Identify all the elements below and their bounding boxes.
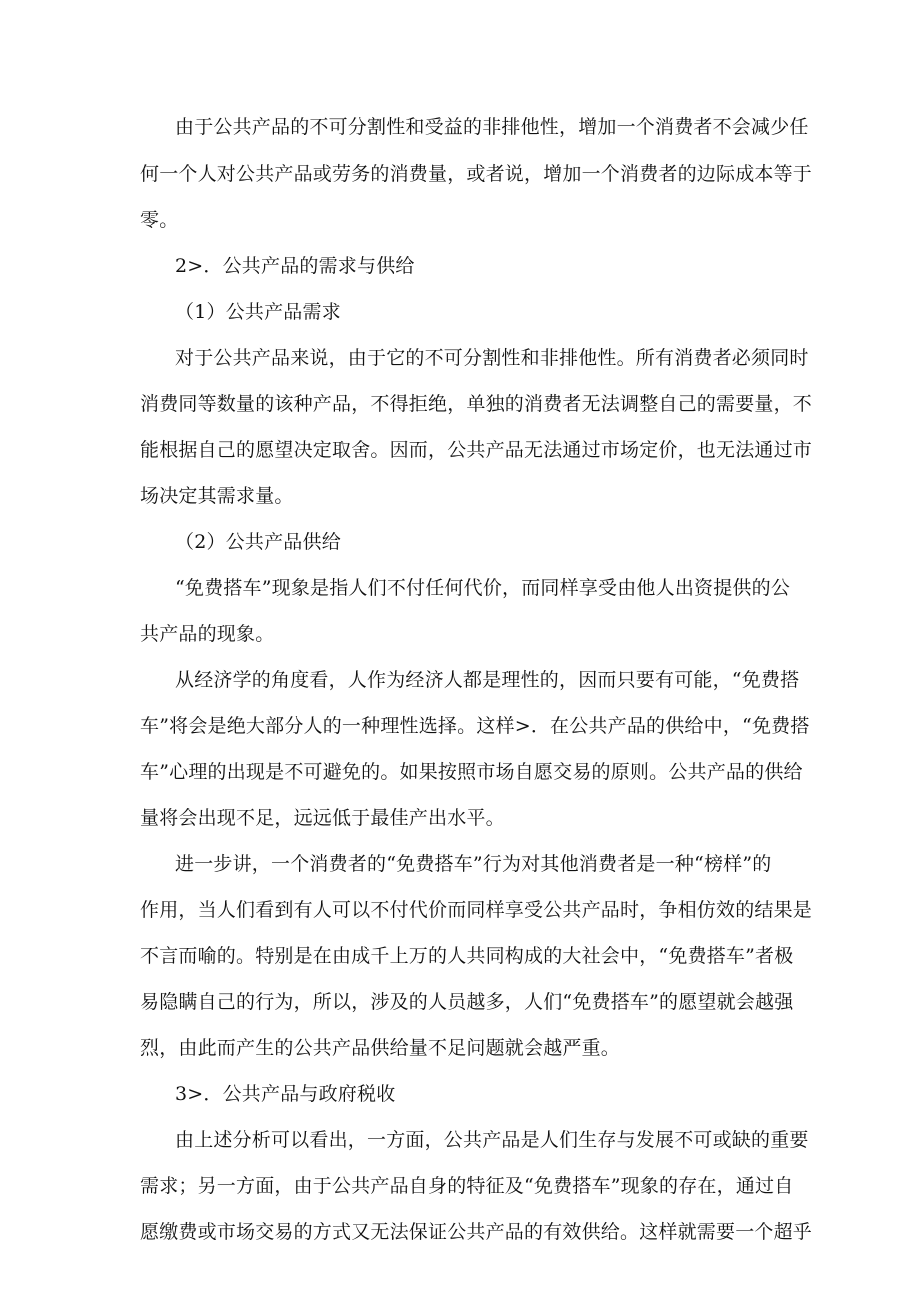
- subsection-heading-text: （2）公共产品供给: [175, 531, 341, 553]
- text-line: [0, 436, 920, 464]
- text-line: [0, 344, 920, 372]
- section-heading: [0, 1080, 920, 1108]
- paragraph-text: 能根据自己的愿望决定取舍。因而，公共产品无法通过市场定价，也无法通过市: [140, 439, 813, 461]
- text-line: [0, 620, 920, 648]
- text-line: [0, 1034, 920, 1062]
- text-line: [0, 666, 920, 694]
- text-line: [0, 206, 920, 234]
- text-line: [0, 482, 920, 510]
- paragraph-text: 由上述分析可以看出，一方面，公共产品是人们生存与发展不可或缺的重要: [175, 1129, 809, 1151]
- paragraph-text: 对于公共产品来说，由于它的不可分割性和非排他性。所有消费者必须同时: [175, 347, 809, 369]
- text-line: [0, 1126, 920, 1154]
- text-line: [0, 712, 920, 740]
- subsection-heading-text: （1）公共产品需求: [175, 301, 341, 323]
- paragraph-text: 何一个人对公共产品或劳务的消费量，或者说，增加一个消费者的边际成本等于: [140, 163, 813, 185]
- paragraph-text: 作用，当人们看到有人可以不付代价而同样享受公共产品时，争相仿效的结果是: [140, 899, 813, 921]
- paragraph-text: 共产品的现象。: [140, 623, 275, 645]
- text-line: [0, 758, 920, 786]
- text-line: [0, 574, 920, 602]
- paragraph-text: 场决定其需求量。: [140, 485, 294, 507]
- paragraph-text: 车”心理的出现是不可避免的。如果按照市场自愿交易的原则。公共产品的供给: [140, 761, 803, 783]
- text-line: [0, 804, 920, 832]
- paragraph-text: 零。: [140, 209, 179, 231]
- paragraph-text: 烈，由此而产生的公共产品供给量不足问题就会越严重。: [140, 1037, 621, 1059]
- text-line: [0, 988, 920, 1016]
- paragraph-text: 消费同等数量的该种产品，不得拒绝，单独的消费者无法调整自己的需要量，不: [140, 393, 813, 415]
- paragraph-text: “免费搭车”现象是指人们不付任何代价，而同样享受由他人出资提供的公: [175, 577, 791, 599]
- section-heading-text: 3>．公共产品与政府税收: [175, 1083, 396, 1105]
- section-heading: [0, 252, 920, 280]
- paragraph-text: 需求；另一方面，由于公共产品自身的特征及“免费搭车”现象的存在，通过自: [140, 1175, 794, 1197]
- text-line: [0, 942, 920, 970]
- text-line: [0, 113, 920, 141]
- paragraph-text: 车”将会是绝大部分人的一种理性选择。这样>．在公共产品的供给中，“免费搭: [140, 715, 810, 737]
- section-heading-text: 2>．公共产品的需求与供给: [175, 255, 415, 277]
- subsection-heading: [0, 528, 920, 556]
- paragraph-text: 量将会出现不足，远远低于最佳产出水平。: [140, 807, 505, 829]
- text-line: [0, 896, 920, 924]
- paragraph-text: 愿缴费或市场交易的方式又无法保证公共产品的有效供给。这样就需要一个超乎: [140, 1221, 813, 1243]
- paragraph-text: 易隐瞒自己的行为，所以，涉及的人员越多，人们“免费搭车”的愿望就会越强: [140, 991, 794, 1013]
- text-line: [0, 390, 920, 418]
- subsection-heading: [0, 298, 920, 326]
- paragraph-text: 不言而喻的。特别是在由成千上万的人共同构成的大社会中，“免费搭车”者极: [140, 945, 794, 967]
- text-line: [0, 1218, 920, 1246]
- text-line: [0, 1172, 920, 1200]
- paragraph-text: 从经济学的角度看，人作为经济人都是理性的，因而只要有可能，“免费搭: [175, 669, 800, 691]
- text-line: [0, 850, 920, 878]
- paragraph-text: 由于公共产品的不可分割性和受益的非排他性，增加一个消费者不会减少任: [175, 116, 809, 138]
- paragraph-text: 进一步讲，一个消费者的“免费搭车”行为对其他消费者是一种“榜样”的: [175, 853, 772, 875]
- text-line: [0, 160, 920, 188]
